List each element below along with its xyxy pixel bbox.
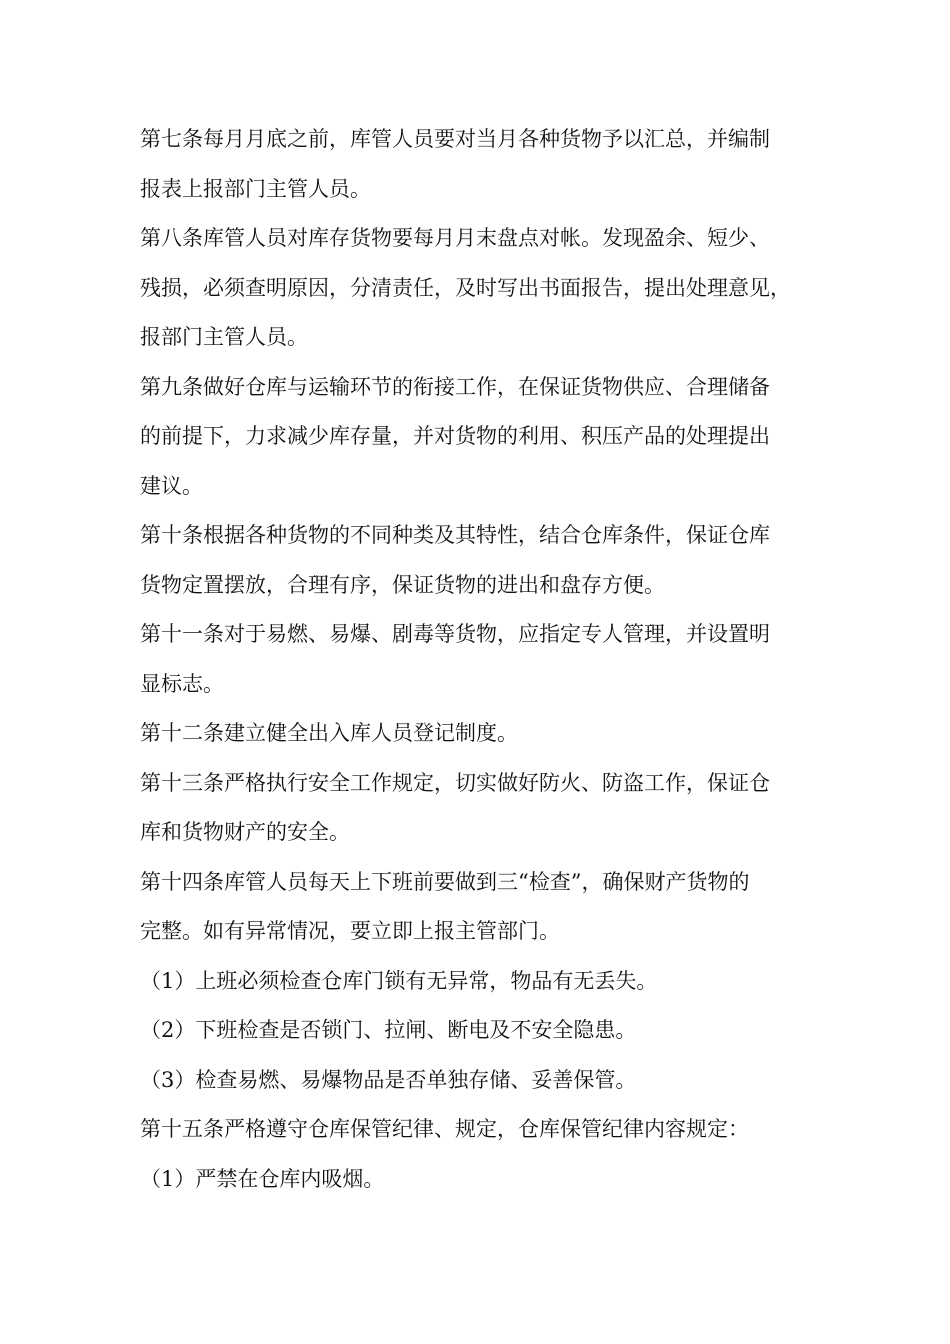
text-line: 报部门主管人员。 (140, 325, 308, 349)
text-line: 残损，必须查明原因，分清责任，及时写出书面报告，提出处理意见， (140, 275, 791, 300)
text-line: 第十四条库管人员每天上下班前要做到三“检查”，确保财产货物的 (140, 869, 750, 894)
text-line: （2）下班检查是否锁门、拉闸、断电及不安全隐患。 (140, 1018, 637, 1042)
text-line: 货物定置摆放，合理有序，保证货物的进出和盘存方便。 (140, 572, 665, 597)
document-body (140, 115, 840, 1204)
text-line: 显标志。 (140, 671, 224, 696)
text-line: 第九条做好仓库与运输环节的衔接工作，在保证货物供应、合理储备 (140, 374, 770, 399)
text-line: （1）上班必须检查仓库门锁有无异常，物品有无丢失。 (140, 968, 658, 993)
text-line: 报表上报部门主管人员。 (140, 176, 371, 201)
text-line: 第七条每月月底之前，库管人员要对当月各种货物予以汇总，并编制 (140, 127, 770, 151)
text-line: 第十二条建立健全出入库人员登记制度。 (140, 721, 518, 745)
text-line: 第八条库管人员对库存货物要每月月末盘点对帐。发现盈余、短少、 (140, 226, 770, 250)
text-line: （1）严禁在仓库内吸烟。 (140, 1166, 385, 1191)
text-line: （3）检查易燃、易爆物品是否单独存储、妥善保管。 (140, 1067, 637, 1092)
text-line: 库和货物财产的安全。 (140, 820, 350, 844)
text-line: 第十五条严格遵守仓库保管纪律、规定，仓库保管纪律内容规定： (140, 1117, 749, 1141)
text-line: 的前提下，力求减少库存量，并对货物的利用、积压产品的处理提出 (140, 424, 770, 448)
text-line: 第十条根据各种货物的不同种类及其特性，结合仓库条件，保证仓库 (140, 523, 770, 547)
text-line: 第十一条对于易燃、易爆、剧毒等货物，应指定专人管理，并设置明 (140, 622, 770, 646)
text-line: 第十三条严格执行安全工作规定，切实做好防火、防盗工作，保证仓 (140, 770, 770, 795)
text-line: 建议。 (140, 473, 203, 498)
text-line: 完整。如有异常情况，要立即上报主管部门。 (140, 919, 560, 943)
